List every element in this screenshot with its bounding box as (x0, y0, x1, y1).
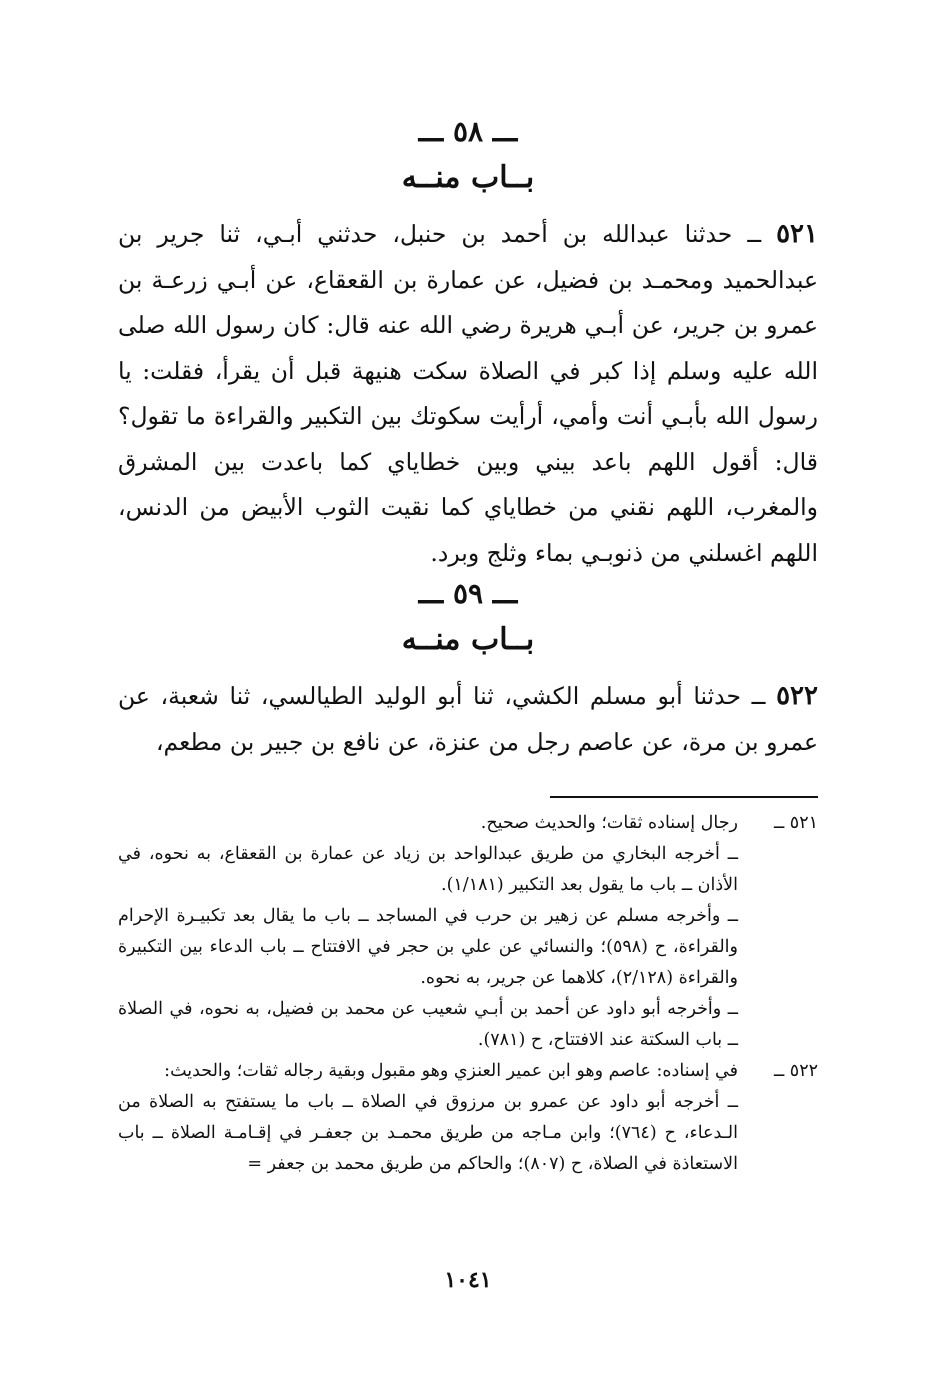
hadith-number: ٥٢٢ (776, 681, 818, 711)
hadith-paragraph (118, 212, 818, 576)
footnote-line: رجال إسناده ثقات؛ والحديث صحيح. (480, 813, 738, 833)
chapter-title: بــاب منــه (401, 160, 535, 195)
hadith-dash: ــ (751, 682, 766, 710)
hadith-dash: ــ (747, 220, 762, 248)
hadith-block (118, 212, 818, 576)
chapter-number: ـــ ٥٩ ـــ (418, 577, 518, 610)
footnote (118, 808, 818, 1056)
hadith-text: حدثنا أبو مسلم الكشي، ثنا أبو الوليد الطيالسي، ثنا شعبة، عن عمرو بن مرة، عن عاصم رجل من عنزة، عن نافع بن جبير بن مطعم، (118, 682, 818, 756)
footnote-body (118, 808, 738, 1056)
chapter-number: ـــ ٥٨ ـــ (418, 115, 518, 148)
hadith-paragraph (118, 674, 818, 765)
footnotes (118, 808, 818, 1180)
footnote-line: ــ أخرجه أبو داود عن عمرو بن مرزوق في الصلاة ــ باب ما يستفتح به الصلاة من الـدعاء، ح (٧٦٤)؛ وابن مـاجه من طريق محمـد بن جعفـر في إقـامـة الصلاة ــ باب الاستعاذة في الصلاة، ح (٨٠٧)؛ والحاكم من طريق محمد بن جعفر = (118, 1092, 738, 1174)
footnote-line: ــ أخرجه البخاري من طريق عبدالواحد بن زياد عن عمارة بن القعقاع، به نحوه، في الأذان ــ باب ما يقول بعد التكبير (١/١٨١). (118, 844, 738, 895)
footnote-line: ــ وأخرجه أبو داود عن أحمد بن أبـي شعيب عن محمد بن فضيل، به نحوه، في الصلاة ــ باب السكتة عند الافتتاح، ح (٧٨١). (118, 999, 738, 1050)
hadith-number: ٥٢١ (776, 219, 818, 249)
footnote-number: ٥٢٢ ــ (773, 1061, 818, 1081)
page-number: ١٠٤١ (444, 1267, 492, 1293)
footnote-line: ــ وأخرجه مسلم عن زهير بن حرب في المساجد ــ باب ما يقال بعد تكبيـرة الإحرام والقراءة، ح (٥٩٨)؛ والنسائي عن علي بن حجر في الافتتاح ــ باب الدعاء بين التكبيرة والقراءة (٢/١٢٨)، كلاهما عن جرير، به نحوه. (118, 906, 738, 988)
hadith-block (118, 674, 818, 765)
footnote-number: ٥٢١ ــ (773, 813, 818, 833)
footnote-separator (550, 796, 818, 798)
footnote-body (118, 1056, 738, 1180)
chapter-title: بــاب منــه (401, 622, 535, 657)
hadith-text: حدثنا عبدالله بن أحمد بن حنبل، حدثني أبـي، ثنا جرير بن عبدالحميد ومحمـد بن فضيل، عن عمارة بن القعقاع، عن أبـي زرعـة بن عمرو بن جرير، عن أبـي هريرة رضي الله عنه قال: كان رسول الله صلى الله عليه وسلم إذا كبر في الصلاة سكت هنيهة قبل أن يقرأ، فقلت: يا رسول الله بأبـي أنت وأمي، أرأيت سكوتك بين التكبير والقراءة ما تقول؟ قال: أقول اللهم باعد بيني وبين خطاياي كما باعدت بين المشرق والمغرب، اللهم نقني من خطاياي كما نقيت الثوب الأبيض من الدنس، اللهم اغسلني من ذنوبـي بماء وثلج وبرد. (118, 220, 818, 567)
footnote-line: في إسناده: عاصم وهو ابن عمير العنزي وهو مقبول وبقية رجاله ثقات؛ والحديث: (164, 1061, 738, 1081)
book-page (118, 0, 818, 1380)
footnote (118, 1056, 818, 1180)
